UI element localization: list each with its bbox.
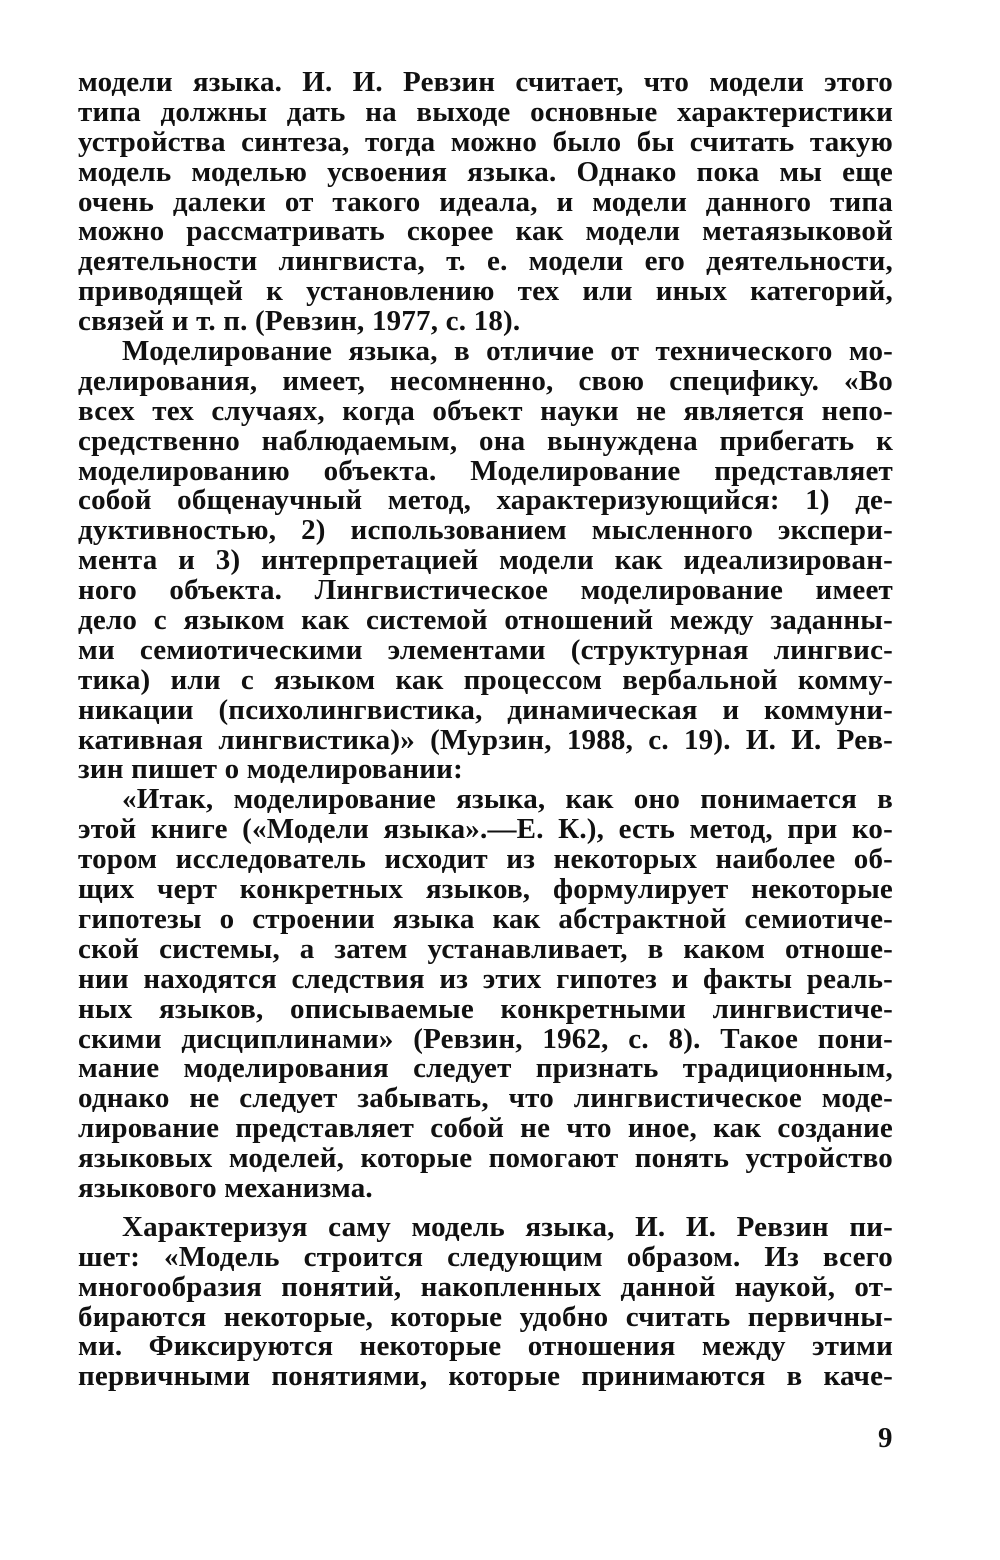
text-line: нии находятся следствия из этих гипотез и факты реаль- — [78, 962, 893, 995]
text-line: можно рассматривать скорее как модели метаязыковой — [78, 215, 893, 248]
text-line: всех тех случаях, когда объект науки не является непо- — [78, 394, 893, 427]
text-line: шет: «Модель строится следующим образом. Из всего — [78, 1240, 893, 1273]
text-line: скими дисциплинами» (Ревзин, 1962, с. 8). Такое пони- — [78, 1022, 893, 1055]
text-line: дело с языком как системой отношений между заданны- — [78, 604, 893, 637]
text-line: средственно наблюдаемым, она вынуждена прибегать к — [78, 424, 893, 457]
text-line: тором исследователь исходит из некоторых наиболее об- — [78, 843, 893, 876]
text-line: щих черт конкретных языков, формулирует некоторые — [78, 873, 893, 906]
text-line: собой общенаучный метод, характеризующийся: 1) де- — [78, 484, 893, 517]
text-line: ми семиотическими элементами (структурная лингвис- — [78, 633, 893, 666]
text-line: типа должны дать на выходе основные характеристики — [78, 95, 893, 128]
text-line: ской системы, а затем устанавливает, в каком отноше- — [78, 932, 893, 965]
text-line: многообразия понятий, накопленных данной наукой, от- — [78, 1270, 893, 1303]
paragraph-3 — [78, 785, 893, 1203]
text-line: мента и 3) интерпретацией модели как идеализирован- — [78, 544, 893, 577]
text-line: бираются некоторые, которые удобно считать первичны- — [78, 1300, 893, 1333]
text-line: деятельности лингвиста, т. е. модели его деятельности, — [78, 245, 893, 278]
text-line: языкового механизма. — [78, 1171, 373, 1204]
text-line: мание моделирования следует признать традиционным, — [78, 1052, 893, 1085]
text-line: гипотезы о строении языка как абстрактной семиотиче- — [78, 902, 893, 935]
text-line: моделированию объекта. Моделирование представляет — [78, 454, 893, 487]
text-line: модель моделью усвоения языка. Однако пока мы еще — [78, 155, 893, 188]
paragraph-4 — [78, 1210, 893, 1393]
text-line: очень далеки от такого идеала, и модели данного типа — [78, 185, 893, 218]
text-line: этой книге («Модели языка».—Е. К.), есть метод, при ко- — [78, 813, 893, 846]
text-line: тика) или с языком как процессом вербальной комму- — [78, 663, 893, 696]
text-line: дуктивностью, 2) использованием мысленного экспери- — [78, 514, 893, 547]
paragraph-2 — [78, 337, 893, 785]
paragraph-1 — [78, 68, 893, 337]
text-line: Моделирование языка, в отличие от технического мо- — [122, 335, 893, 368]
text-line: Характеризуя саму модель языка, И. И. Ревзин пи- — [122, 1210, 893, 1243]
text-line: никации (психолингвистика, динамическая и коммуни- — [78, 693, 893, 726]
text-line: лирование представляет собой не что иное, как создание — [78, 1112, 893, 1145]
text-line: ного объекта. Лингвистическое моделирование имеет — [78, 574, 893, 607]
page-number: 9 — [878, 1422, 893, 1454]
text-line: делирования, имеет, несомненно, свою специфику. «Во — [78, 364, 893, 397]
text-line: связей и т. п. (Ревзин, 1977, с. 18). — [78, 305, 521, 338]
text-line: зин пишет о моделировании: — [78, 753, 463, 786]
text-line: приводящей к установлению тех или иных категорий, — [78, 275, 893, 308]
text-line: ми. Фиксируются некоторые отношения между этими — [78, 1330, 893, 1363]
text-line: кативная лингвистика)» (Мурзин, 1988, с. 19). И. И. Рев- — [78, 723, 893, 756]
page-body — [78, 68, 893, 1528]
text-line: однако не следует забывать, что лингвистическое моде- — [78, 1082, 893, 1115]
text-line: языковых моделей, которые помогают понять устройство — [78, 1142, 893, 1175]
text-line: первичными понятиями, которые принимаются в каче- — [78, 1360, 893, 1393]
text-line: «Итак, моделирование языка, как оно понимается в — [122, 783, 893, 816]
text-line: модели языка. И. И. Ревзин считает, что модели этого — [78, 66, 893, 98]
text-line: ных языков, описываемые конкретными лингвистиче- — [78, 992, 893, 1025]
text-line: устройства синтеза, тогда можно было бы считать такую — [78, 125, 893, 158]
